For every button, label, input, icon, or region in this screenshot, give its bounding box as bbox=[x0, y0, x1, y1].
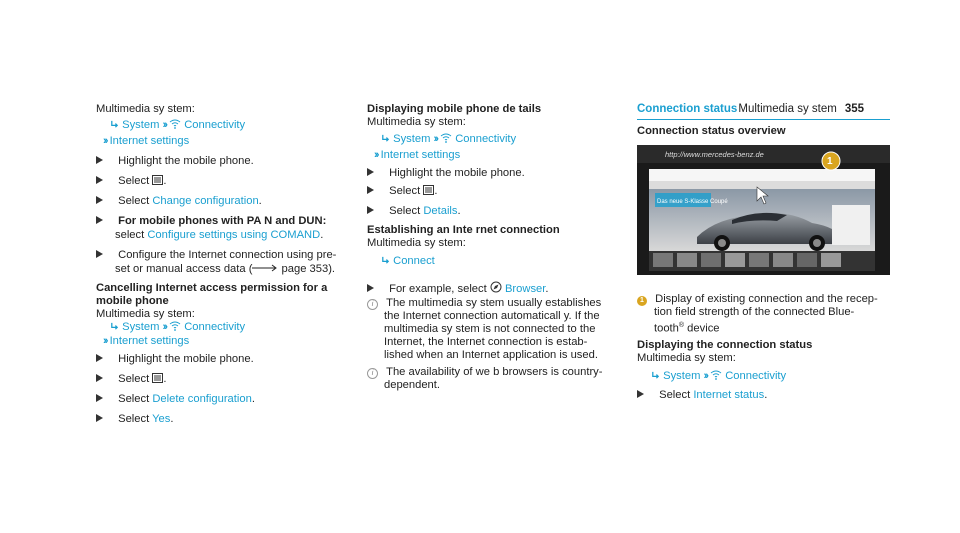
menu-list-icon bbox=[423, 185, 434, 195]
note-1-line: lished when an Internet application is used. bbox=[384, 349, 598, 361]
menu-yes[interactable]: Yes bbox=[152, 413, 171, 425]
page-ref-arrow-icon bbox=[252, 264, 278, 272]
step-bullet-icon bbox=[367, 168, 374, 176]
menu-change-configuration[interactable]: Change configuration bbox=[152, 195, 259, 207]
menu-intro-2: Multimedia sy stem: bbox=[96, 308, 195, 320]
menu-connectivity[interactable]: Connectivity bbox=[725, 370, 787, 382]
section-rule bbox=[637, 119, 890, 120]
step-bullet-icon bbox=[96, 374, 103, 382]
note-2: i The availability of we b browsers is country- bbox=[367, 366, 603, 379]
menu-path-2 bbox=[103, 135, 189, 148]
info-icon: i bbox=[367, 368, 378, 379]
display-status-heading: Displaying the connection status bbox=[637, 339, 813, 351]
callout-number: 1 bbox=[827, 156, 833, 167]
step-pan-dun: For mobile phones with PA N and DUN: bbox=[96, 215, 326, 228]
menu-path-8 bbox=[651, 370, 786, 383]
return-arrow-icon bbox=[381, 134, 390, 143]
step-internet-status: Select Internet status. bbox=[637, 389, 767, 402]
browser-screenshot-graphic bbox=[637, 145, 890, 275]
menu-intro-3: Multimedia sy stem: bbox=[367, 116, 466, 128]
running-header bbox=[738, 103, 864, 115]
step-delete-config: Select Delete configuration. bbox=[96, 393, 255, 406]
chevron-icon: ›› bbox=[162, 321, 166, 333]
section-title: Connection status bbox=[637, 103, 738, 115]
chevron-icon: ›› bbox=[703, 370, 707, 382]
step-bullet-icon bbox=[96, 196, 103, 204]
cancel-heading-2: mobile phone bbox=[96, 295, 169, 307]
step-bullet-icon bbox=[367, 284, 374, 292]
menu-intro-5: Multimedia sy stem: bbox=[637, 352, 736, 364]
menu-system[interactable]: System bbox=[393, 133, 431, 145]
menu-details[interactable]: Details bbox=[423, 205, 458, 217]
return-arrow-icon bbox=[110, 120, 119, 129]
details-heading: Displaying mobile phone de tails bbox=[367, 103, 542, 115]
menu-path-5 bbox=[381, 133, 516, 146]
menu-internet-settings[interactable]: Internet settings bbox=[380, 149, 461, 161]
menu-intro-4: Multimedia sy stem: bbox=[367, 237, 466, 249]
menu-browser[interactable]: Browser bbox=[504, 283, 546, 295]
wifi-icon bbox=[169, 321, 181, 331]
menu-list-icon bbox=[152, 175, 163, 185]
note-1-line: Internet, the Internet connection is estab‐ bbox=[384, 336, 588, 348]
step-highlight-3: Highlight the mobile phone. bbox=[367, 167, 525, 180]
info-icon: i bbox=[367, 299, 378, 310]
note-2-line: dependent. bbox=[384, 379, 440, 391]
chevron-icon: ›› bbox=[374, 149, 378, 161]
return-arrow-icon bbox=[651, 371, 660, 380]
compass-icon bbox=[490, 281, 502, 293]
header-section: Multimedia sy stem bbox=[738, 103, 837, 115]
note-1-line: the Internet connection automaticall y. If the bbox=[384, 310, 600, 322]
step-highlight-2: Highlight the mobile phone. bbox=[96, 353, 254, 366]
step-select-menu: Select . bbox=[96, 175, 166, 188]
chevron-icon: ›› bbox=[162, 119, 166, 131]
menu-internet-settings[interactable]: Internet settings bbox=[109, 135, 190, 147]
step-bullet-icon bbox=[367, 186, 374, 194]
caption: 1 Display of existing connection and the recep‐ bbox=[637, 293, 878, 306]
menu-path-7 bbox=[381, 255, 435, 268]
step-bullet-icon bbox=[96, 176, 103, 184]
step-change-config: Select Change configuration. bbox=[96, 195, 262, 208]
page-number: 355 bbox=[844, 103, 864, 115]
step-configure: Configure the Internet connection using pre- bbox=[96, 249, 336, 262]
step-bullet-icon bbox=[96, 156, 103, 164]
browser-screenshot bbox=[637, 145, 890, 275]
menu-connectivity[interactable]: Connectivity bbox=[455, 133, 517, 145]
step-pan-dun-select: select Configure settings using COMAND. bbox=[115, 229, 324, 241]
menu-internet-settings[interactable]: Internet settings bbox=[109, 335, 190, 347]
caption-line: tion field strength of the connected Blue‐ bbox=[654, 306, 855, 318]
menu-system[interactable]: System bbox=[122, 321, 160, 333]
screen-headline: Das neue S-Klasse Coupé bbox=[657, 199, 728, 205]
step-select-menu-3: Select . bbox=[367, 185, 437, 198]
wifi-icon bbox=[169, 119, 181, 129]
establish-heading: Establishing an Inte rnet connection bbox=[367, 224, 560, 236]
step-configure-ref: set or manual access data ( page 353). bbox=[115, 263, 336, 275]
wifi-icon bbox=[440, 133, 452, 143]
cancel-heading-1: Cancelling Internet access permission for a bbox=[96, 282, 328, 294]
menu-internet-status[interactable]: Internet status bbox=[693, 389, 765, 401]
caption-line: tooth® device bbox=[654, 322, 720, 335]
menu-system[interactable]: System bbox=[663, 370, 701, 382]
note-1-line: multimedia sy stem is not connected to the bbox=[384, 323, 596, 335]
menu-system[interactable]: System bbox=[122, 119, 160, 131]
return-arrow-icon bbox=[381, 256, 390, 265]
step-bullet-icon bbox=[96, 414, 103, 422]
menu-list-icon bbox=[152, 373, 163, 383]
menu-path-3 bbox=[110, 321, 245, 334]
menu-path-4 bbox=[103, 335, 189, 348]
step-highlight: Highlight the mobile phone. bbox=[96, 155, 254, 168]
step-bullet-icon bbox=[96, 354, 103, 362]
menu-connectivity[interactable]: Connectivity bbox=[184, 119, 246, 131]
chevron-icon: ›› bbox=[103, 335, 107, 347]
chevron-icon: ›› bbox=[433, 133, 437, 145]
menu-delete-configuration[interactable]: Delete configuration bbox=[152, 393, 252, 405]
menu-intro: Multimedia sy stem: bbox=[96, 103, 195, 115]
step-details: Select Details. bbox=[367, 205, 461, 218]
return-arrow-icon bbox=[110, 322, 119, 331]
step-bullet-icon bbox=[96, 250, 103, 258]
chevron-icon: ›› bbox=[103, 135, 107, 147]
step-bullet-icon bbox=[96, 216, 103, 224]
note-1: i The multimedia sy stem usually establishes bbox=[367, 297, 601, 310]
step-bullet-icon bbox=[367, 206, 374, 214]
menu-configure-settings[interactable]: Configure settings using COMAND bbox=[147, 229, 321, 241]
overview-heading: Connection status overview bbox=[637, 125, 786, 137]
menu-connectivity[interactable]: Connectivity bbox=[184, 321, 246, 333]
screen-url: http://www.mercedes-benz.de bbox=[665, 150, 764, 159]
step-bullet-icon bbox=[637, 390, 644, 398]
menu-path-1 bbox=[110, 119, 245, 132]
menu-path-6 bbox=[374, 149, 460, 162]
step-select-menu-2: Select . bbox=[96, 373, 166, 386]
menu-connect[interactable]: Connect bbox=[393, 255, 435, 267]
step-browser: For example, select Browser. bbox=[367, 281, 548, 296]
step-bullet-icon bbox=[96, 394, 103, 402]
callout-badge: 1 bbox=[637, 296, 647, 306]
wifi-icon bbox=[710, 370, 722, 380]
step-select-yes: Select Yes. bbox=[96, 413, 173, 426]
